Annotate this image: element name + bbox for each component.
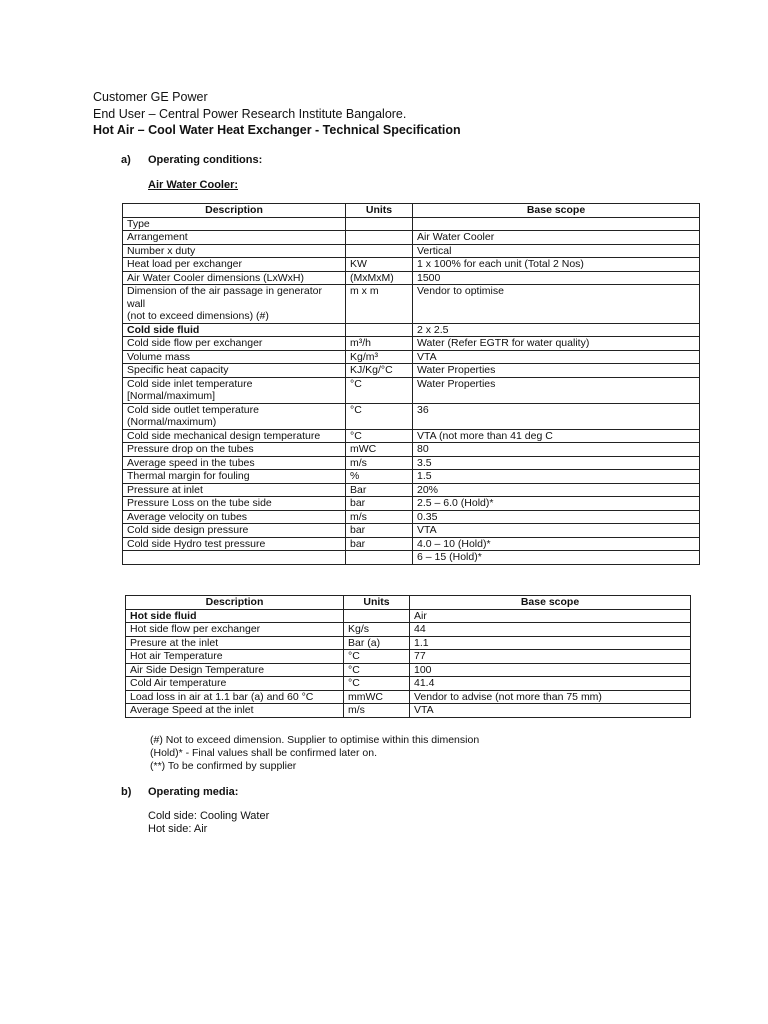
description-cell: Arrangement (123, 231, 346, 245)
table-row (123, 285, 700, 324)
hot-side-table (125, 595, 691, 718)
units-cell (346, 231, 413, 245)
base-scope-cell: VTA (413, 350, 700, 364)
base-scope-cell: Vendor to optimise (413, 285, 700, 324)
description-cell: Presure at the inlet (126, 636, 344, 650)
section-a-heading: Operating conditions: (148, 154, 263, 166)
base-scope-cell: 2 x 2.5 (413, 323, 700, 337)
description-cell: Pressure drop on the tubes (123, 443, 346, 457)
note-dimension: (#) Not to exceed dimension. Supplier to optimise within this dimension (150, 734, 480, 746)
units-cell: (MxMxM) (346, 271, 413, 285)
units-cell (346, 551, 413, 565)
table-row (123, 551, 700, 565)
section-b-label: b) (121, 786, 132, 798)
base-scope-cell: 1.1 (410, 636, 691, 650)
units-cell: mWC (346, 443, 413, 457)
base-scope-cell: 2.5 – 6.0 (Hold)* (413, 497, 700, 511)
units-cell (346, 244, 413, 258)
table-row (123, 403, 700, 429)
description-cell: Cold Air temperature (126, 677, 344, 691)
table-row (126, 636, 691, 650)
table-row (123, 537, 700, 551)
units-cell: m/s (346, 456, 413, 470)
base-scope-cell: VTA (410, 704, 691, 718)
description-cell: Pressure Loss on the tube side (123, 497, 346, 511)
table-row (123, 258, 700, 272)
base-scope-cell: 3.5 (413, 456, 700, 470)
table-row (126, 663, 691, 677)
units-cell: °C (344, 677, 410, 691)
units-cell: mmWC (344, 690, 410, 704)
table-row (123, 483, 700, 497)
table-row (126, 623, 691, 637)
description-cell: Pressure at inlet (123, 483, 346, 497)
description-cell: Hot side fluid (126, 609, 344, 623)
units-cell: °C (344, 663, 410, 677)
description-cell: Cold side fluid (123, 323, 346, 337)
table-row (123, 470, 700, 484)
units-cell: KW (346, 258, 413, 272)
table-row (123, 217, 700, 231)
description-cell: Number x duty (123, 244, 346, 258)
note-supplier: (**) To be confirmed by supplier (150, 760, 297, 772)
units-cell: °C (346, 377, 413, 403)
table-row (126, 690, 691, 704)
description-cell: Cold side inlet temperature [Normal/maximum] (123, 377, 346, 403)
base-scope-cell: VTA (413, 524, 700, 538)
section-a-subheading: Air Water Cooler: (148, 179, 239, 191)
units-cell: bar (346, 537, 413, 551)
table-header-row (126, 596, 691, 610)
section-a-label: a) (121, 154, 131, 166)
units-cell: °C (346, 403, 413, 429)
units-cell: m x m (346, 285, 413, 324)
base-scope-cell: 41.4 (410, 677, 691, 691)
table-header-row (123, 204, 700, 218)
table-row (123, 231, 700, 245)
base-scope-cell: Air Water Cooler (413, 231, 700, 245)
units-cell: °C (344, 650, 410, 664)
base-scope-cell: 1500 (413, 271, 700, 285)
base-scope-cell: Water Properties (413, 377, 700, 403)
units-cell (344, 609, 410, 623)
table-row (126, 677, 691, 691)
description-cell: Hot side flow per exchanger (126, 623, 344, 637)
base-scope-cell: 36 (413, 403, 700, 429)
units-cell: Bar (346, 483, 413, 497)
units-cell: % (346, 470, 413, 484)
table-row (123, 497, 700, 511)
header-description: Description (126, 596, 344, 610)
base-scope-cell: 80 (413, 443, 700, 457)
base-scope-cell: 100 (410, 663, 691, 677)
cold-side-media: Cold side: Cooling Water (148, 810, 270, 822)
base-scope-cell: 44 (410, 623, 691, 637)
description-cell: Specific heat capacity (123, 364, 346, 378)
base-scope-cell: VTA (not more than 41 deg C (413, 429, 700, 443)
base-scope-cell: Water (Refer EGTR for water quality) (413, 337, 700, 351)
description-cell: Thermal margin for fouling (123, 470, 346, 484)
base-scope-cell: 20% (413, 483, 700, 497)
description-cell: Heat load per exchanger (123, 258, 346, 272)
table-row (123, 443, 700, 457)
description-cell: Type (123, 217, 346, 231)
table-row (123, 524, 700, 538)
description-cell: Load loss in air at 1.1 bar (a) and 60 °C (126, 690, 344, 704)
air-water-cooler-table (122, 203, 700, 565)
base-scope-cell: Vertical (413, 244, 700, 258)
table-row (123, 429, 700, 443)
table-row (123, 456, 700, 470)
base-scope-cell: 1.5 (413, 470, 700, 484)
units-cell: KJ/Kg/°C (346, 364, 413, 378)
description-cell: Hot air Temperature (126, 650, 344, 664)
units-cell: Bar (a) (344, 636, 410, 650)
description-cell (123, 551, 346, 565)
units-cell (346, 217, 413, 231)
units-cell (346, 323, 413, 337)
description-cell: Cold side mechanical design temperature (123, 429, 346, 443)
base-scope-cell: 0.35 (413, 510, 700, 524)
base-scope-cell: 6 – 15 (Hold)* (413, 551, 700, 565)
base-scope-cell: Vendor to advise (not more than 75 mm) (410, 690, 691, 704)
base-scope-cell: 4.0 – 10 (Hold)* (413, 537, 700, 551)
base-scope-cell: 1 x 100% for each unit (Total 2 Nos) (413, 258, 700, 272)
description-cell: Average Speed at the inlet (126, 704, 344, 718)
section-b-heading: Operating media: (148, 786, 239, 798)
header-description: Description (123, 204, 346, 218)
description-cell: Cold side outlet temperature (Normal/maximum) (123, 403, 346, 429)
table-row (123, 364, 700, 378)
table-row (126, 704, 691, 718)
units-cell: °C (346, 429, 413, 443)
base-scope-cell: Water Properties (413, 364, 700, 378)
header-base-scope: Base scope (410, 596, 691, 610)
table-row (123, 377, 700, 403)
description-cell: Volume mass (123, 350, 346, 364)
table-row (123, 510, 700, 524)
description-cell: Average velocity on tubes (123, 510, 346, 524)
base-scope-cell: Air (410, 609, 691, 623)
table-row (126, 609, 691, 623)
table-row (126, 650, 691, 664)
header-units: Units (344, 596, 410, 610)
units-cell: m³/h (346, 337, 413, 351)
description-cell: Dimension of the air passage in generator wall (not to exceed dimensions) (#) (123, 285, 346, 324)
units-cell: m/s (346, 510, 413, 524)
hot-side-media: Hot side: Air (148, 823, 208, 835)
units-cell: Kg/s (344, 623, 410, 637)
table-row (123, 323, 700, 337)
description-cell: Air Water Cooler dimensions (LxWxH) (123, 271, 346, 285)
customer-line: Customer GE Power (93, 90, 208, 104)
description-cell: Cold side flow per exchanger (123, 337, 346, 351)
description-cell: Air Side Design Temperature (126, 663, 344, 677)
note-hold: (Hold)* - Final values shall be confirmed later on. (150, 747, 378, 759)
units-cell: m/s (344, 704, 410, 718)
base-scope-cell: 77 (410, 650, 691, 664)
table-row (123, 350, 700, 364)
table-row (123, 271, 700, 285)
document-title: Hot Air – Cool Water Heat Exchanger - Technical Specification (93, 123, 461, 137)
end-user-line: End User – Central Power Research Institute Bangalore. (93, 107, 407, 121)
header-base-scope: Base scope (413, 204, 700, 218)
description-cell: Cold side design pressure (123, 524, 346, 538)
description-cell: Cold side Hydro test pressure (123, 537, 346, 551)
units-cell: bar (346, 497, 413, 511)
base-scope-cell (413, 217, 700, 231)
table-row (123, 337, 700, 351)
table-row (123, 244, 700, 258)
units-cell: Kg/m³ (346, 350, 413, 364)
description-cell: Average speed in the tubes (123, 456, 346, 470)
header-units: Units (346, 204, 413, 218)
units-cell: bar (346, 524, 413, 538)
